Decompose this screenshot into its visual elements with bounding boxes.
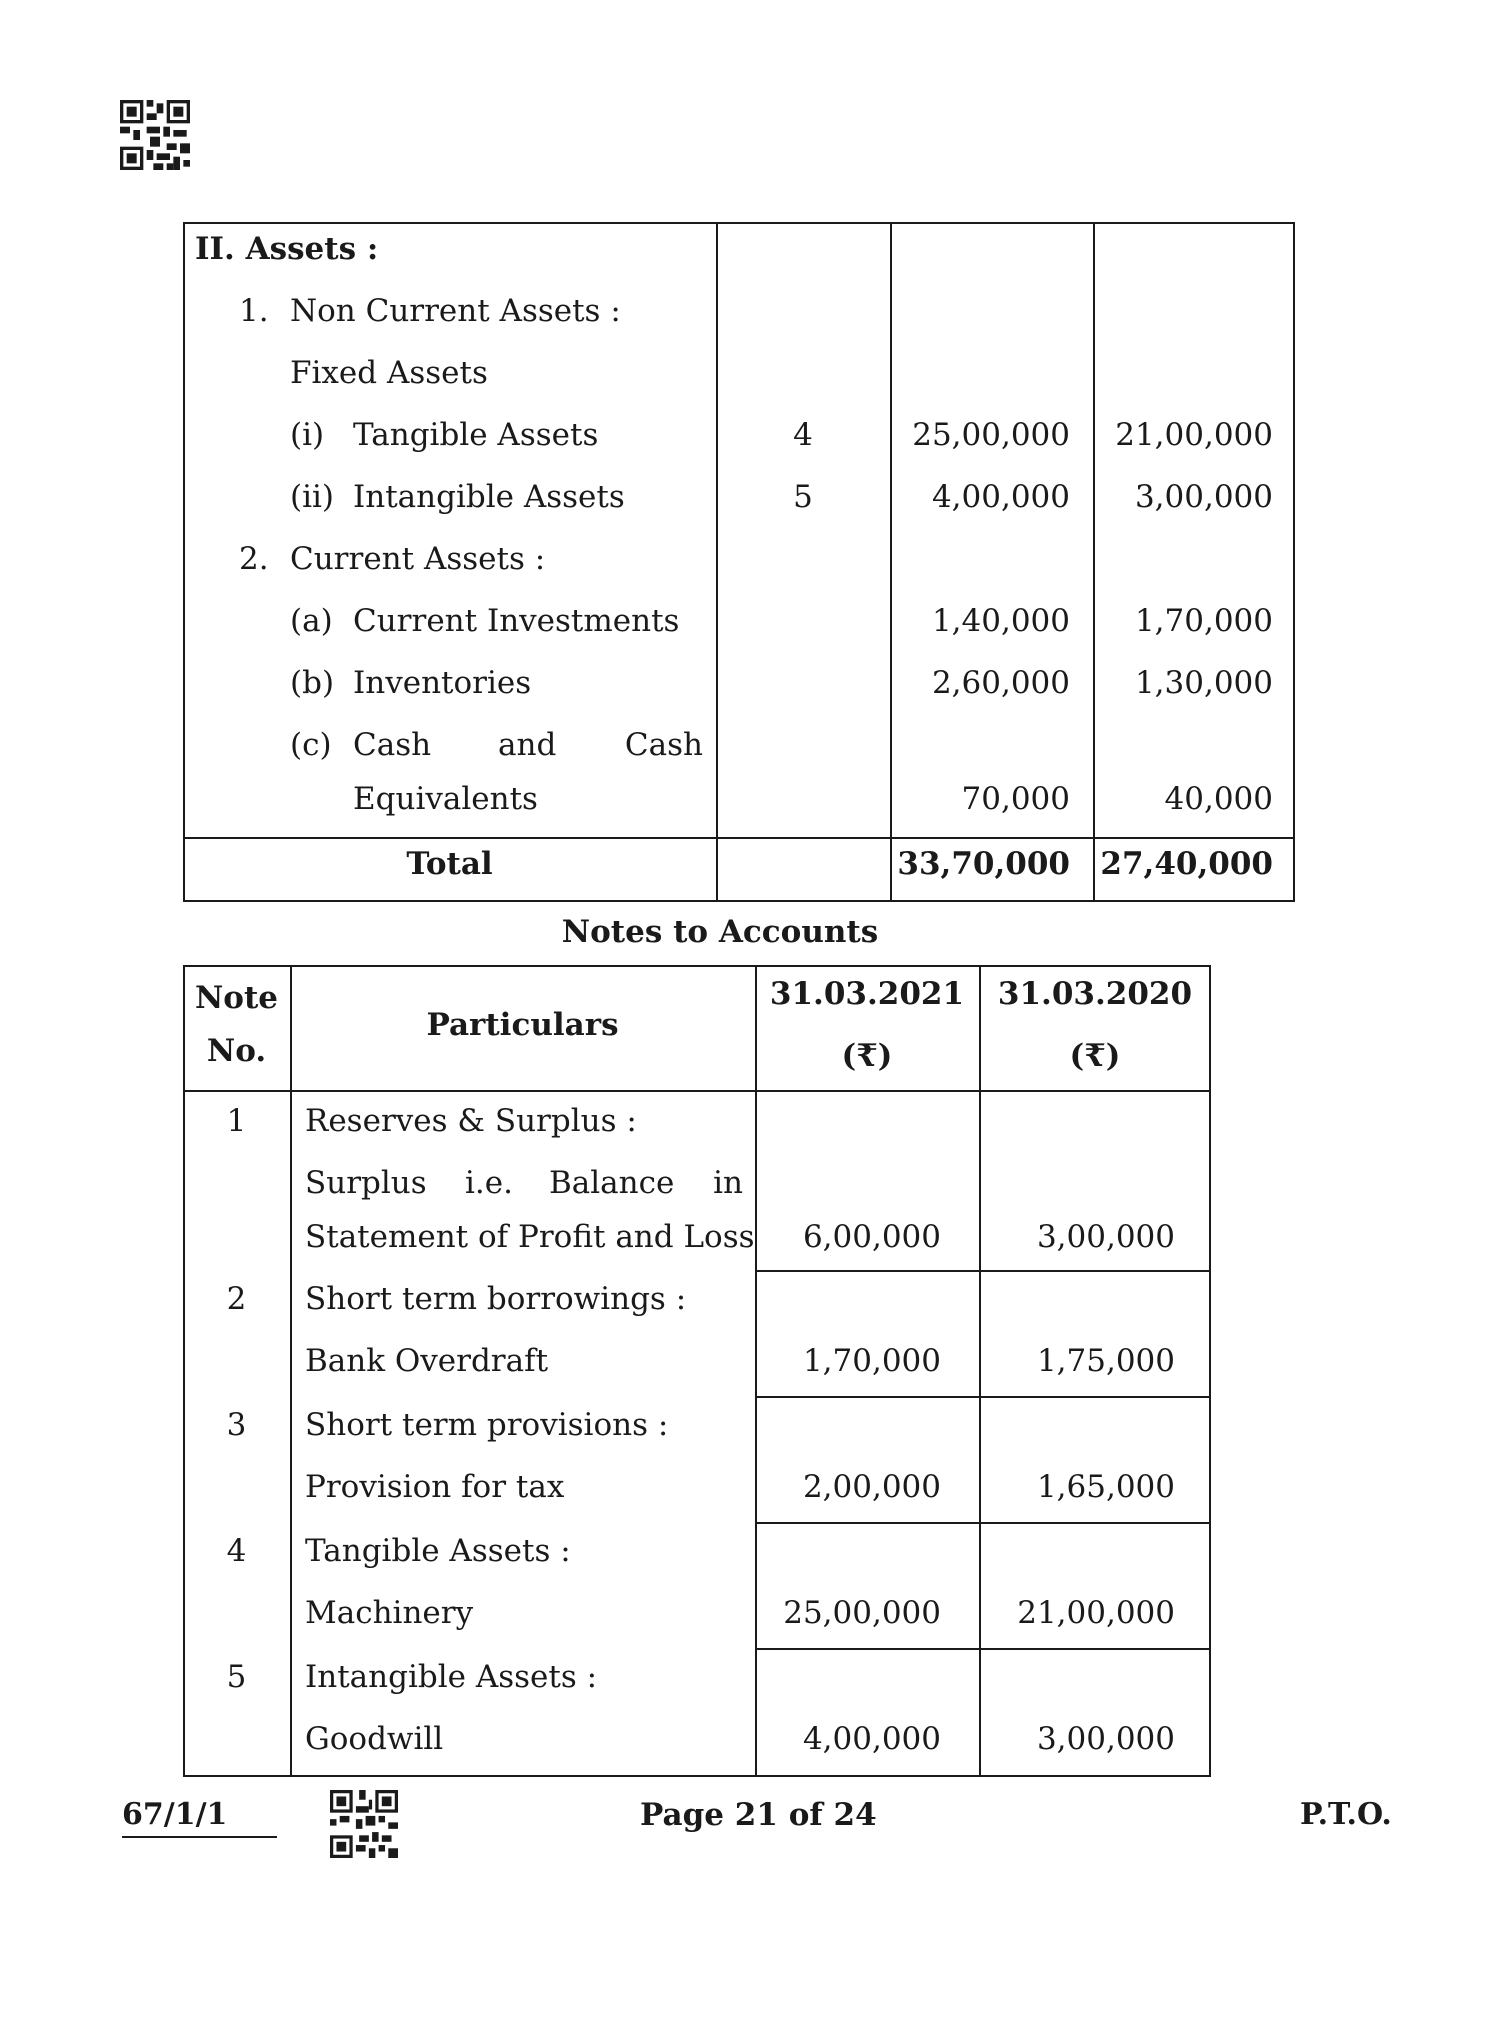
cash-label-word: Cash [353,727,432,763]
tangible-label: Tangible Assets [353,417,599,453]
note-current-year-value: 4,00,000 [802,1721,941,1757]
note-item-word: i.e. [465,1165,513,1201]
tangible-note: 4 [793,417,813,453]
note-item-word: Balance [549,1165,675,1201]
investments-current-year: 1,40,000 [931,603,1070,639]
non-current-number: 1. [239,293,269,329]
current-assets-label: Current Assets : [290,541,546,577]
paper-code: 67/1/1 [122,1797,228,1832]
tangible-previous-year: 21,00,000 [1115,417,1273,453]
intangible-number: (ii) [290,479,335,515]
current-assets-number: 2. [239,541,269,577]
cash-current-year: 70,000 [961,781,1070,817]
note-item: Bank Overdraft [305,1343,549,1379]
note-number: 2 [226,1281,247,1317]
assets-heading: II. Assets : [195,231,379,267]
balance-sheet-assets-table [183,222,1295,902]
tangible-number: (i) [290,417,325,453]
header-previous-year-unit: (₹) [1069,1038,1121,1074]
qr-code-icon [330,1790,398,1858]
non-current-label: Non Current Assets : [290,293,621,329]
inventories-number: (b) [290,665,335,701]
investments-previous-year: 1,70,000 [1134,603,1273,639]
note-current-year-value: 6,00,000 [802,1219,941,1255]
paper-code-underline [122,1836,277,1838]
row-divider [755,1396,1211,1398]
total-label: Total [406,846,493,882]
header-previous-year-date: 31.03.2020 [997,976,1193,1012]
note-item: Provision for tax [305,1469,565,1505]
notes-title: Notes to Accounts [561,914,879,950]
note-item-word: Surplus [305,1165,427,1201]
note-previous-year-value: 1,65,000 [1036,1469,1175,1505]
tangible-current-year: 25,00,000 [912,417,1070,453]
column-divider [716,222,718,902]
intangible-note: 5 [793,479,813,515]
header-note-line1: Note [194,980,279,1016]
note-previous-year-value: 21,00,000 [1017,1595,1175,1631]
header-note-line2: No. [206,1033,267,1069]
note-number: 3 [226,1407,247,1443]
total-current-year: 33,70,000 [897,846,1070,882]
fixed-assets-label: Fixed Assets [290,355,488,391]
total-row-divider [183,837,1295,839]
intangible-label: Intangible Assets [353,479,625,515]
inventories-current-year: 2,60,000 [931,665,1070,701]
notes-table [183,965,1211,1777]
investments-number: (a) [290,603,333,639]
note-number: 1 [226,1103,247,1139]
column-divider [290,965,292,1777]
note-previous-year-value: 3,00,000 [1036,1219,1175,1255]
note-heading: Tangible Assets : [305,1533,571,1569]
investments-label: Current Investments [353,603,680,639]
note-item-word: in [713,1165,743,1201]
cash-number: (c) [290,727,332,763]
inventories-previous-year: 1,30,000 [1134,665,1273,701]
cash-label-line2: Equivalents [353,781,538,817]
page-number: Page 21 of 24 [640,1797,877,1833]
note-heading: Reserves & Surplus : [305,1103,637,1139]
cash-previous-year: 40,000 [1164,781,1273,817]
header-current-year-unit: (₹) [841,1038,893,1074]
qr-code-icon [120,100,190,170]
row-divider [755,1648,1211,1650]
note-number: 4 [226,1533,247,1569]
note-heading: Short term provisions : [305,1407,669,1443]
header-current-year-date: 31.03.2021 [769,976,965,1012]
cash-label-word: and [498,727,557,763]
row-divider [755,1522,1211,1524]
note-heading: Short term borrowings : [305,1281,687,1317]
total-previous-year: 27,40,000 [1100,846,1273,882]
intangible-previous-year: 3,00,000 [1134,479,1273,515]
note-previous-year-value: 3,00,000 [1036,1721,1175,1757]
note-current-year-value: 2,00,000 [802,1469,941,1505]
note-item: Goodwill [305,1721,444,1757]
row-divider [755,1270,1211,1272]
pto-label: P.T.O. [1300,1797,1392,1832]
note-heading: Intangible Assets : [305,1659,598,1695]
inventories-label: Inventories [353,665,532,701]
note-current-year-value: 25,00,000 [783,1595,941,1631]
note-current-year-value: 1,70,000 [802,1343,941,1379]
header-particulars: Particulars [426,1007,619,1043]
note-item-line2: Statement of Profit and Loss [305,1219,755,1255]
header-divider [183,1090,1211,1092]
cash-label-word: Cash [624,727,703,763]
intangible-current-year: 4,00,000 [931,479,1070,515]
note-number: 5 [226,1659,247,1695]
note-previous-year-value: 1,75,000 [1036,1343,1175,1379]
note-item: Machinery [305,1595,474,1631]
